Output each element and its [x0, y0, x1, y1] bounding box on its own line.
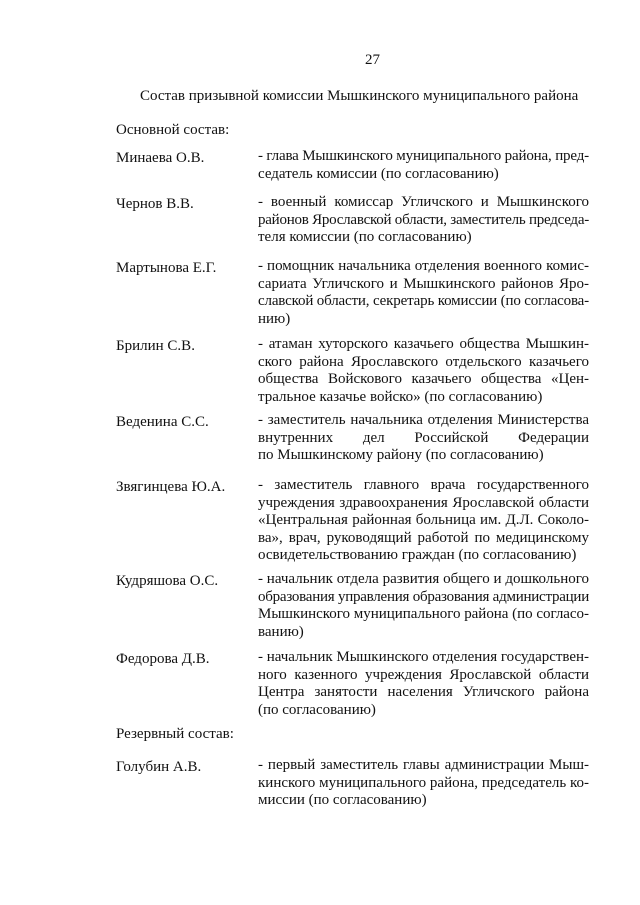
description-line: - военный комиссар Угличского и Мышкинского — [258, 194, 589, 210]
member-name: Федорова Д.В. — [116, 651, 210, 667]
member-name: Звягинцева Ю.А. — [116, 479, 226, 495]
description-line: - атаман хуторского казачьего общества Мышкин- — [258, 336, 589, 352]
description-line: - начальник Мышкинского отделения государствен- — [258, 649, 589, 665]
description-line: сариата Угличского и Мышкинского районов Яро- — [258, 275, 589, 292]
description-line: Центра занятости населения Угличского района — [258, 684, 589, 700]
description-line: учреждения здравоохранения Ярославской области — [258, 494, 589, 511]
description-line: (по согласованию) — [258, 701, 376, 718]
description-line: образования управления образования администрации — [258, 588, 589, 605]
document-title: Состав призывной комиссии Мышкинского муниципального района — [140, 88, 579, 104]
description-line: кинского муниципального района, председатель ко- — [258, 774, 589, 791]
member-position-description — [258, 757, 589, 810]
description-line: районов Ярославской области, заместитель председа- — [258, 211, 589, 228]
description-line: внутренних дел Российской Федерации — [258, 429, 589, 446]
member-name: Мартынова Е.Г. — [116, 260, 217, 276]
description-line: ного казенного учреждения Ярославской области — [258, 666, 589, 683]
description-line: миссии (по согласованию) — [258, 792, 427, 808]
member-name: Чернов В.В. — [116, 196, 194, 212]
description-line: теля комиссии (по согласованию) — [258, 229, 472, 245]
description-line: - заместитель начальника отделения Министерства — [258, 412, 589, 428]
description-line: - начальник отдела развития общего и дошкольного — [258, 571, 589, 587]
member-name: Кудряшова О.С. — [116, 573, 219, 589]
member-position-description — [258, 412, 589, 465]
member-position-description — [258, 194, 589, 247]
description-line: общества Войскового казачьего общества «Цен- — [258, 371, 589, 387]
member-name: Веденина С.С. — [116, 414, 209, 430]
description-line: славской области, секретарь комиссии (по согласова- — [258, 293, 589, 309]
description-line: нию) — [258, 310, 291, 327]
member-position-description — [258, 148, 589, 183]
main-composition-label: Основной состав: — [116, 122, 230, 138]
description-line: ва», врач, руководящий работой по медицинскому — [258, 529, 589, 546]
description-line: Мышкинского муниципального района (по согласо- — [258, 606, 589, 622]
description-line: по Мышкинскому району (по согласованию) — [258, 447, 544, 463]
description-line: - глава Мышкинского муниципального района, пред- — [258, 148, 589, 164]
description-line: ского района Ярославского отдельского казачьего — [258, 353, 589, 370]
member-position-description — [258, 477, 589, 565]
description-line: «Центральная районная больница им. Д.Л. Соколо- — [258, 512, 589, 528]
member-position-description — [258, 571, 589, 641]
member-name: Брилин С.В. — [116, 338, 195, 354]
member-position-description — [258, 649, 589, 719]
member-name: Голубин А.В. — [116, 759, 202, 775]
member-position-description — [258, 336, 589, 406]
description-line: - помощник начальника отделения военного комис- — [258, 258, 589, 274]
description-line: - заместитель главного врача государственного — [258, 477, 589, 493]
description-line: - первый заместитель главы администрации Мыш- — [258, 757, 589, 773]
reserve-composition-label: Резервный состав: — [116, 726, 234, 742]
description-line: тральное казачье войско» (по согласованию) — [258, 388, 543, 405]
description-line: седатель комиссии (по согласованию) — [258, 165, 499, 182]
description-line: освидетельствованию граждан (по согласованию) — [258, 547, 577, 563]
member-name: Минаева О.В. — [116, 150, 205, 166]
member-position-description — [258, 258, 589, 328]
page-number: 27 — [365, 52, 380, 68]
description-line: ванию) — [258, 623, 304, 640]
